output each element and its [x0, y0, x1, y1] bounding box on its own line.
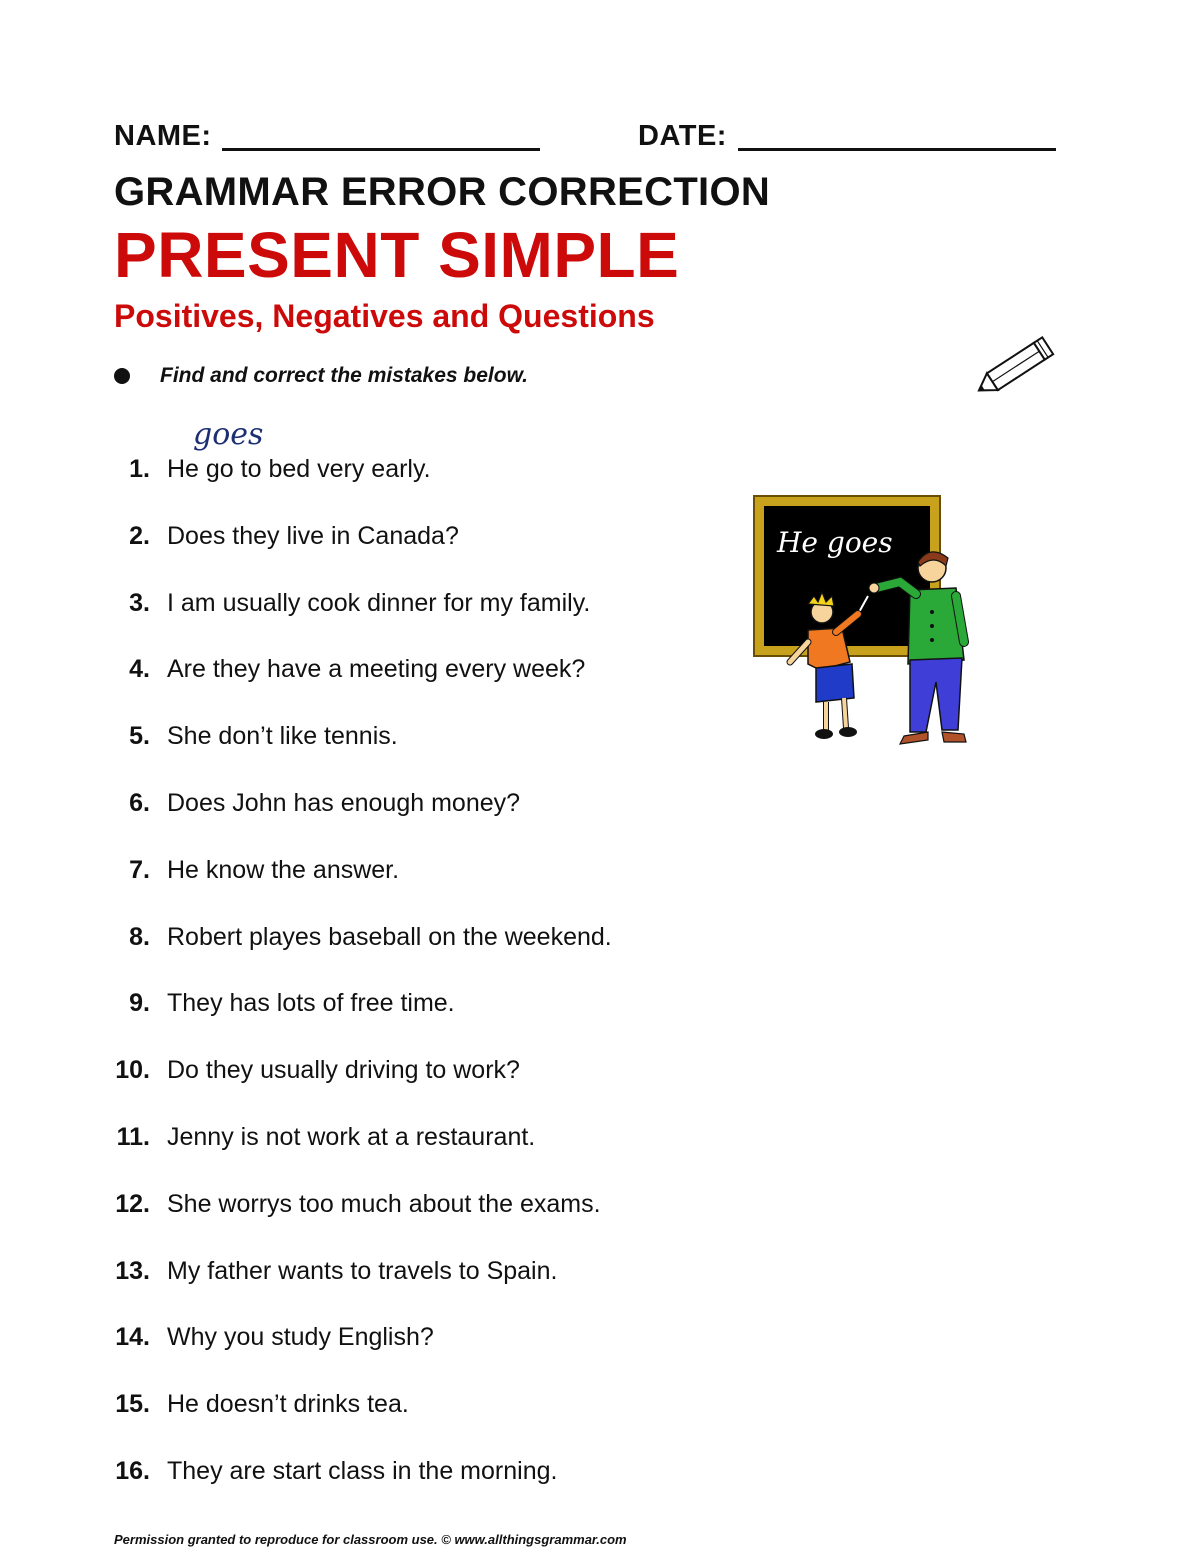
question-item	[0, 589, 700, 629]
question-number: 12.	[115, 1189, 150, 1218]
question-number: 3.	[129, 588, 150, 617]
chalkboard-text: He goes	[777, 526, 893, 559]
permission-footer: Permission granted to reproduce for classroom use. © www.allthingsgrammar.com	[114, 1532, 627, 1547]
date-field-line[interactable]	[738, 148, 1056, 151]
question-text: He go to bed very early.	[167, 455, 431, 483]
name-label: NAME:	[114, 120, 212, 152]
pencil-icon	[970, 335, 1060, 400]
question-item	[0, 923, 700, 963]
question-item	[0, 1190, 700, 1230]
question-text: I am usually cook dinner for my family.	[167, 588, 591, 617]
question-text: They are start class in the morning.	[167, 1457, 558, 1485]
question-item	[0, 1257, 700, 1297]
name-field-line[interactable]	[222, 148, 540, 151]
question-item	[0, 1056, 700, 1096]
question-number: 14.	[115, 1323, 150, 1352]
question-number: 15.	[115, 1390, 150, 1419]
question-text: Are they have a meeting every week?	[167, 655, 586, 684]
question-item	[0, 1323, 700, 1363]
question-number: 9.	[129, 989, 150, 1018]
instruction-text: Find and correct the mistakes below.	[160, 364, 528, 387]
bullet-icon	[114, 368, 130, 384]
question-number: 8.	[129, 922, 150, 951]
worksheet-heading: GRAMMAR ERROR CORRECTION	[114, 170, 771, 214]
question-number: 7.	[129, 855, 150, 884]
question-text: He know the answer.	[167, 855, 400, 884]
worksheet-subtitle: Positives, Negatives and Questions	[114, 298, 655, 334]
question-text: Robert playes baseball on the weekend.	[167, 922, 612, 951]
question-text: Why you study English?	[167, 1323, 434, 1352]
teacher-chalkboard-illustration	[750, 492, 980, 757]
question-number: 5.	[129, 722, 150, 751]
question-text: Do they usually driving to work?	[167, 1056, 520, 1085]
question-number: 11.	[116, 1123, 150, 1151]
question-number: 2.	[129, 521, 150, 550]
question-item	[0, 789, 700, 829]
worksheet-title: PRESENT SIMPLE	[114, 219, 680, 291]
date-label: DATE:	[638, 120, 727, 152]
example-correction: goes	[193, 417, 264, 452]
question-number: 4.	[129, 655, 150, 684]
question-text: She worrys too much about the exams.	[167, 1189, 601, 1218]
question-text: Jenny is not work at a restaurant.	[167, 1123, 536, 1151]
question-text: They has lots of free time.	[167, 989, 455, 1018]
question-item	[0, 522, 700, 562]
question-number: 10.	[115, 1056, 150, 1085]
question-text: My father wants to travels to Spain.	[167, 1256, 558, 1285]
question-number: 6.	[129, 789, 150, 817]
question-text: Does John has enough money?	[167, 789, 521, 817]
question-number: 16.	[115, 1457, 150, 1485]
question-item	[0, 989, 700, 1029]
question-item	[0, 722, 700, 762]
question-item	[0, 1457, 700, 1497]
question-item	[0, 1123, 700, 1163]
question-number: 13.	[115, 1256, 150, 1285]
question-item	[0, 856, 700, 896]
question-item	[0, 1390, 700, 1430]
question-number: 1.	[129, 455, 150, 483]
question-text: He doesn’t drinks tea.	[167, 1390, 409, 1419]
question-item	[0, 455, 700, 495]
question-text: She don’t like tennis.	[167, 722, 398, 751]
question-item	[0, 655, 700, 695]
question-text: Does they live in Canada?	[167, 521, 459, 550]
